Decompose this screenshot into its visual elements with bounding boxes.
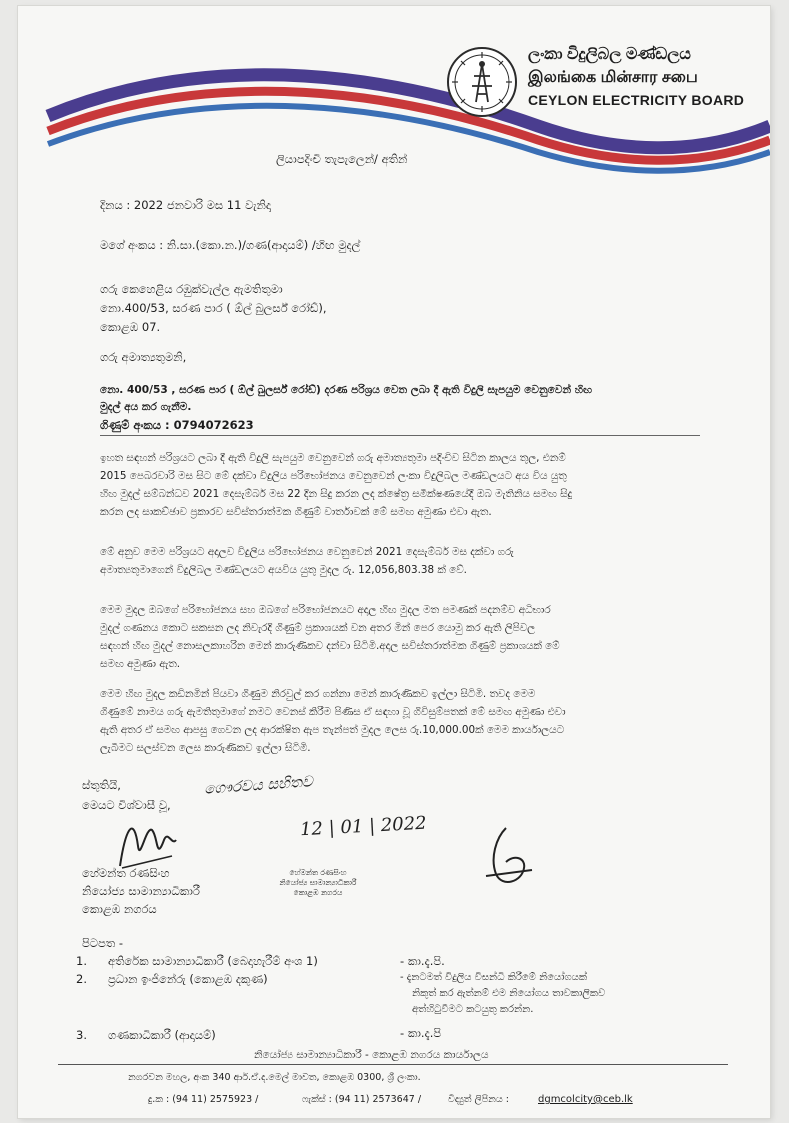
footer-office: නියෝජ්‍ය සාමාන්‍යාධිකාරී - කොළඹ නගරය කාර්යාලය xyxy=(254,1049,489,1061)
closing-thanks: ස්තුතියි, xyxy=(82,778,121,792)
handwritten-note: ගෞරවය සහිතව xyxy=(203,772,314,798)
copy-number: 3. xyxy=(76,1028,87,1042)
copy-note-line: අත්හිටුවීමට කටයුතු කරන්න. xyxy=(412,1004,534,1015)
address-line: කොළඹ 07. xyxy=(100,320,161,334)
delivery-mode: ලියාපදිංචි තැපැලෙන්/ අතින් xyxy=(276,152,408,166)
header-swoosh xyxy=(18,6,770,176)
copy-recipient: අතිරේක සාමාන්‍යාධිකාරී (බෙදාහැරීම් අංශ 1) xyxy=(108,954,318,968)
paragraph-line: 2015 පෙබරවාරි මස සිට මේ දක්වා විදුලිය පරිභෝජනය වෙනුවෙන් ලංකා විදුලිබල මණ්ඩලයට අය විය යුතු xyxy=(100,470,567,482)
address-line: නො.400/53, සරණ පාර ( ඕල් බුලර්ස් රෝඩ්), xyxy=(100,301,327,315)
copy-note-line: නිකුත් කර ඇත්නම් එම නියෝගය තාවකාලිකව xyxy=(412,988,606,999)
initials-signature-icon xyxy=(466,818,546,898)
copy-recipient: ගණකාධිකාරී (ආදායම්) xyxy=(108,1028,216,1042)
paragraph-line: කරන ලද සාකච්ඡාව ප්‍රකාරව සවිස්තරාත්මක ගිණුම් වාර්තාවක් මේ සමඟ අමුණා එවා ඇත. xyxy=(100,506,492,518)
footer-email-label: විද්‍යුත් ලිපිනය : xyxy=(448,1094,509,1105)
copy-note: - කා.දැ.පි. xyxy=(400,954,445,968)
org-name-tamil: இலங்கை மின்சார சபை xyxy=(528,69,698,86)
paragraph-line: මේ අනුව මෙම පරිශ්‍රයට අදාලව විදුලිය පරිභෝජනය වෙනුවෙන් 2021 දෙසැම්බර් මස දක්වා ගරු xyxy=(100,546,514,558)
paragraph-line: ඉහත සඳහන් පරිශ්‍රයට ලබා දී ඇති විදුලි සැපයුම වෙනුවෙන් ගරු අමාත්‍යතුමා පදිංචිව සිටින කාලය තුල, එනම් xyxy=(100,452,566,464)
address-line: ගරු කෙහෙළිය රඹුක්වැල්ල ඇමතිතුමා xyxy=(100,282,283,296)
signatory-name: හේමන්ත රණසිංහ xyxy=(82,866,170,880)
paragraph-line: මුදල් ගණනය කොට සකසන ලද නිවැරදි ගිණුම් ප්‍රකාශයක් වන අතර මින් පෙර යොමු කර ඇති ලිපිවල xyxy=(100,622,536,634)
account-label: ගිණුම් අංකය : xyxy=(100,418,174,432)
copy-note: - දැනටමත් විදුලිය විසන්ධි කිරීමේ නියෝගයක් xyxy=(400,972,587,983)
paragraph-line: මෙම හිඟ මුදල කඩිනමින් පියවා ගිණුම නිරවුල් කර ගන්නා මෙන් කාරුණිකව ඉල්ලා සිටිමි. තවද මෙම xyxy=(100,688,536,700)
org-name-english: CEYLON ELECTRICITY BOARD xyxy=(528,92,745,108)
reference-number: මගේ අංකය : නි.සා.(කො.න.)/ගණ(ආදායම්) /හිඟ මුදල් xyxy=(100,238,361,252)
footer-email-link[interactable]: dgmcolcity@ceb.lk xyxy=(538,1094,633,1105)
footer-address: නගරවන මහල, අංක 340 ආර්.ඒ.ද.මෙල් මාවත, කොළඹ 0300, ශ්‍රී ලංකා. xyxy=(128,1072,421,1083)
footer-fax: ෆැක්ස් : (94 11) 2573647 / xyxy=(302,1094,422,1105)
footer-divider xyxy=(58,1064,728,1065)
paragraph-line: ඇති අතර ඒ සමඟ ආපසු ගෙවන ලද ආරක්ෂිත ඇප තැන්පත් මුදල ලෙස රු.10,000.00ක් මෙම කාර්යාලයට xyxy=(100,724,565,736)
closing-faithfully: මෙයට විශ්වාසී වූ, xyxy=(82,798,171,812)
letter-page xyxy=(18,6,770,1118)
account-number xyxy=(100,418,254,433)
org-name-sinhala: ලංකා විදුලිබල මණ්ඩලය xyxy=(528,46,691,63)
copy-recipient: ප්‍රධාන ඉංජිනේරු (කොළඹ දකුණ) xyxy=(108,972,268,986)
paragraph-line: ගිණුමේ නාමය ගරු ඇමතිතුමාගේ නමට වෙනස් කිරීම පිණිස ඒ සඳහා වූ ගිවිසුම්පතක් මේ සමඟ අමුණා එවා xyxy=(100,706,566,718)
copy-note: - කා.දැ.පි xyxy=(400,1026,442,1040)
subject-divider xyxy=(100,435,700,436)
stamp-line: හේමන්ත රණසිංහ xyxy=(289,868,347,877)
paragraph-line: අමාත්‍යතුමාගෙන් විදුලිබල මණ්ඩලයට අයවිය යුතු මුදල රු. 12,056,803.38 ක් වේ. xyxy=(100,564,467,576)
salutation: ගරු අමාත්‍යතුමනි, xyxy=(100,350,187,364)
copies-label: පිටපත - xyxy=(82,936,123,950)
paragraph-line: ලැබීමට සලස්වන ලෙස කාරුණිකව ඉල්ලා සිටිමි. xyxy=(100,742,311,754)
signatory-location: කොළඹ නගරය xyxy=(82,902,157,916)
subject-line: නො. 400/53 , සරණ පාර ( ඕල් බුලර්ස් රෝඩ්) දරණ පරිශ්‍රය වෙත ලබා දී ඇති විදුලි සැපයුම වෙනුවෙන් හිඟ xyxy=(100,384,592,396)
handwritten-date: 12 | 01 | 2022 xyxy=(299,812,428,841)
official-stamp xyxy=(276,868,360,898)
stamp-line: කොළඹ නගරය xyxy=(293,888,343,897)
paragraph-line: හිඟ මුදල් සම්බන්ධව 2021 දෙසැම්බර් මස 22 දින සිදු කරන ලද ක්ෂේත්‍ර සමීක්ෂණයේදී ඔබ මැතිනිය සමඟ සිදු xyxy=(100,488,573,500)
copy-number: 1. xyxy=(76,954,87,968)
subject-line: මුදල් අය කර ගැනීම. xyxy=(100,401,192,413)
footer-phone: දු.ක : (94 11) 2575923 / xyxy=(148,1094,259,1105)
paragraph-line: සමඟ අමුණා ඇත. xyxy=(100,658,181,670)
paragraph-line: සඳහන් හිඟ මුදල් නොසලකාහරින මෙන් කාරුණිකව දන්වා සිටිමි.අදාල සවිස්තරාත්මක ගිණුම් ප්‍රකාශයක් මේ xyxy=(100,640,560,652)
stamp-line: නියෝජ්‍ය සාමාන්‍යාධිකාරී xyxy=(279,878,357,887)
copy-number: 2. xyxy=(76,972,87,986)
account-value: 0794072623 xyxy=(173,418,254,432)
letter-date: දිනය : 2022 ජනවාරි මස 11 වැනිදා xyxy=(100,198,271,212)
signatory-title: නියෝජ්‍ය සාමාන්‍යාධිකාරී xyxy=(82,884,200,898)
ceb-emblem-icon xyxy=(446,46,518,118)
paragraph-line: මෙම මුදල ඔබගේ පරිභෝජනය සහ ඔබගේ පරිභෝජනයට අදාල හිඟ මුදල මත පමණක් පදනම්ව අධිභාර xyxy=(100,604,551,616)
